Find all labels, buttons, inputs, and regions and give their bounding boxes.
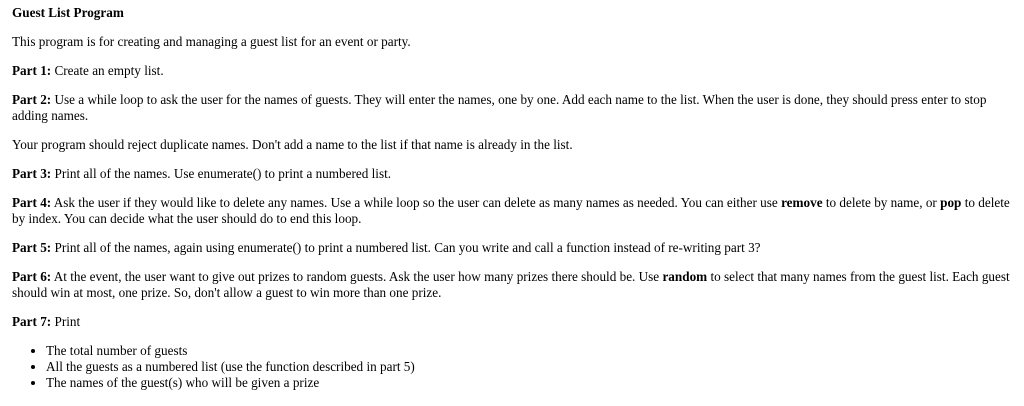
part-7-label: Part 7: xyxy=(12,314,52,329)
part-6-label: Part 6: xyxy=(12,269,52,284)
list-item: • The total number of guests xyxy=(46,343,1012,359)
part-5-label: Part 5: xyxy=(12,240,52,255)
document-title: Guest List Program xyxy=(12,5,124,20)
keyword-pop: pop xyxy=(940,195,962,210)
part-4-text-b: to delete by name, or xyxy=(822,195,941,210)
part-4-text-a: Ask the user if they would like to delete any names. Use a while loop so the user can delete as many names as needed. You can either use xyxy=(51,195,782,210)
print-requirements-list xyxy=(12,343,1012,391)
part-1-text: Create an empty list. xyxy=(51,63,164,78)
part-3-label: Part 3: xyxy=(12,166,52,181)
part-3 xyxy=(12,166,1012,182)
part-1-label: Part 1: xyxy=(12,63,52,78)
part-2-label: Part 2: xyxy=(12,92,52,107)
part-5 xyxy=(12,240,1012,256)
part-6 xyxy=(12,269,1012,301)
part-7 xyxy=(12,314,1012,330)
intro-paragraph: This program is for creating and managing a guest list for an event or party. xyxy=(12,34,411,49)
keyword-remove: remove xyxy=(781,195,823,210)
part-2 xyxy=(12,92,1012,124)
part-2-text: Use a while loop to ask the user for the names of guests. They will enter the names, one by one. Add each name to the list. When the user is done, they should press enter to stop adding names. xyxy=(12,92,987,123)
part-3-text: Print all of the names. Use enumerate() to print a numbered list. xyxy=(51,166,392,181)
part-1 xyxy=(12,63,1012,79)
part-7-text: Print xyxy=(51,314,81,329)
duplicates-note: Your program should reject duplicate names. Don't add a name to the list if that name is already in the list. xyxy=(12,137,573,152)
part-6-text-a: At the event, the user want to give out prizes to random guests. Ask the user how many prizes there should be. Use xyxy=(51,269,663,284)
list-item: • All the guests as a numbered list (use the function described in part 5) xyxy=(46,359,1012,375)
keyword-random: random xyxy=(662,269,708,284)
part-4 xyxy=(12,195,1012,227)
part-4-label: Part 4: xyxy=(12,195,52,210)
part-6-text-b: to select that many names from the guest list. Each guest should win at most, one prize. So, don't allow a guest to win more than one prize. xyxy=(12,269,1010,300)
part-5-text: Print all of the names, again using enumerate() to print a numbered list. Can you write and call a function instead of re-writing part 3? xyxy=(51,240,761,255)
part-4-text-c: to delete by index. You can decide what the user should do to end this loop. xyxy=(12,195,1010,226)
list-item: • The names of the guest(s) who will be given a prize xyxy=(46,375,1012,391)
